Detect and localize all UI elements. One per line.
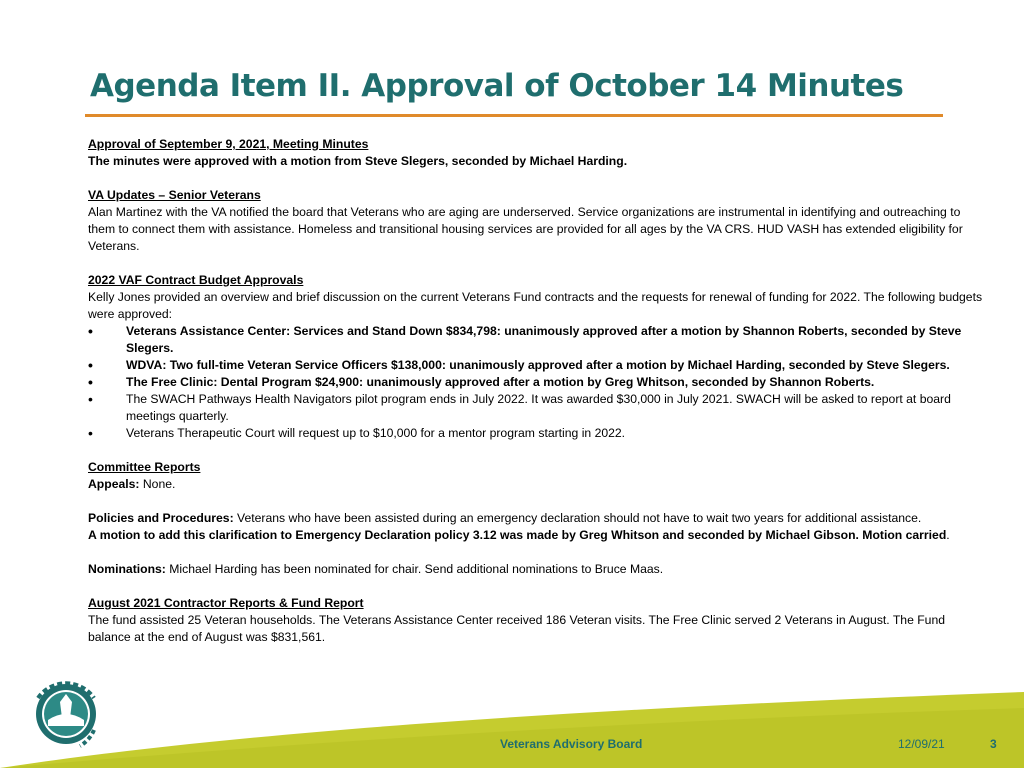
nominations-line	[88, 561, 988, 578]
policies-label: Policies and Procedures:	[88, 511, 234, 525]
list-item: • Veterans Assistance Center: Services and Stand Down $834,798: unanimously approved after a motion by Shannon Roberts, seconded by Steve Slegers.	[88, 323, 988, 357]
sept-minutes-body: The minutes were approved with a motion from Steve Slegers, seconded by Michael Harding.	[88, 154, 628, 168]
list-item: • The SWACH Pathways Health Navigators pilot program ends in July 2022. It was awarded $30,000 in July 2021. SWACH will be asked to report at board meetings quarterly.	[88, 391, 988, 425]
list-item: • The Free Clinic: Dental Program $24,900: unanimously approved after a motion by Greg Whitson, seconded by Shannon Roberts.	[88, 374, 988, 391]
slide-content	[88, 136, 988, 646]
vaf-budget-intro: Kelly Jones provided an overview and brief discussion on the current Veterans Fund contracts and the requests for renewal of funding for 2022. The following budgets were approved:	[88, 290, 983, 321]
nominations-label: Nominations:	[88, 562, 166, 576]
budget-list	[88, 323, 988, 442]
policies-motion-end: .	[946, 528, 950, 542]
footer-swoosh	[0, 690, 1024, 768]
policies-line	[88, 510, 988, 544]
contractor-body: The fund assisted 25 Veteran households. The Veterans Assistance Center received 186 Veteran visits. The Free Clinic served 2 Veterans in August. The Fund balance at the end of August was $831,561.	[88, 613, 946, 644]
footer-date: 12/09/21	[898, 737, 945, 751]
footer-page-number: 3	[990, 737, 997, 751]
sept-minutes-heading: Approval of September 9, 2021, Meeting Minutes	[88, 137, 369, 151]
slide-title: Agenda Item II. Approval of October 14 Minutes	[90, 68, 904, 104]
list-item: • Veterans Therapeutic Court will request up to $10,000 for a mentor program starting in 2022.	[88, 425, 988, 442]
va-updates-heading: VA Updates – Senior Veterans	[88, 188, 261, 202]
footer-board-name: Veterans Advisory Board	[500, 737, 643, 751]
list-item: • WDVA: Two full-time Veteran Service Officers $138,000: unanimously approved after a motion by Michael Harding, seconded by Steve Slegers.	[88, 357, 988, 374]
committee-heading: Committee Reports	[88, 460, 201, 474]
title-divider	[85, 114, 943, 117]
appeals-text: None.	[142, 477, 176, 491]
appeals-label: Appeals:	[88, 477, 140, 491]
nominations-text: Michael Harding has been nominated for chair. Send additional nominations to Bruce Maas.	[169, 562, 664, 576]
policies-motion: A motion to add this clarification to Emergency Declaration policy 3.12 was made by Greg Whitson and seconded by Michael Gibson. Motion carried	[88, 528, 947, 542]
va-updates-body: Alan Martinez with the VA notified the board that Veterans who are aging are underserved. Service organizations are instrumental in identifying and outreaching to them to connect them with assistance. Homeless and transitional housing services are provided for all ages by the VA CRS. HUD VASH has extended eligibility for Veterans.	[88, 205, 963, 253]
policies-text: Veterans who have been assisted during an emergency declaration should not have to wait two years for additional assistance.	[237, 511, 922, 525]
vaf-budget-heading: 2022 VAF Contract Budget Approvals	[88, 273, 304, 287]
contractor-heading: August 2021 Contractor Reports & Fund Report	[88, 596, 364, 610]
appeals-line	[88, 476, 988, 493]
clark-county-seal-logo	[20, 668, 112, 760]
